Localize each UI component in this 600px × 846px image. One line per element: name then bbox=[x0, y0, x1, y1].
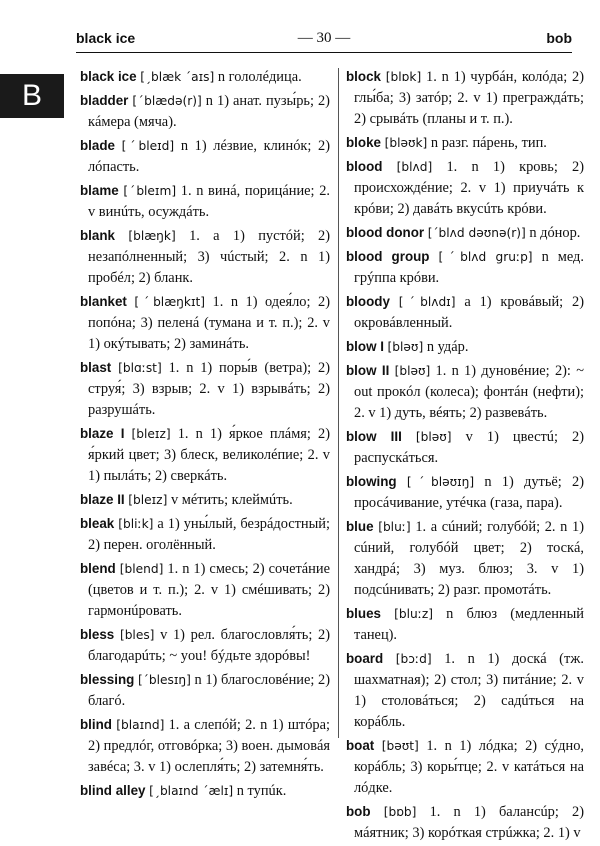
transcription: [bləʊ] bbox=[415, 430, 452, 444]
definition: 1. n 1) чурбáн, колóда; 2) глы́ба; 3) затóр; 2. v 1) преграждáть; 2) срывáть (планы и т. п.). bbox=[354, 69, 584, 127]
transcription: [bləʊ] bbox=[387, 340, 424, 354]
dictionary-entry bbox=[80, 489, 330, 511]
transcription: [blend] bbox=[119, 562, 164, 576]
headword: blessing bbox=[80, 672, 135, 687]
dictionary-entry bbox=[80, 180, 330, 223]
transcription: [blɑːst] bbox=[118, 361, 162, 375]
definition: 1. n 1) одея́ло; 2) попóна; 3) пеленá (тумана и т. п.); 2. v 1) окýтывать; 2) заминáть. bbox=[88, 294, 330, 352]
definition: n тупúк. bbox=[236, 783, 287, 799]
dictionary-entry bbox=[346, 471, 584, 514]
headword: black ice bbox=[80, 69, 137, 84]
dictionary-entry bbox=[80, 291, 330, 355]
dictionary-entry bbox=[80, 90, 330, 133]
headword: blaze I bbox=[80, 426, 125, 441]
dictionary-entry bbox=[346, 360, 584, 424]
dictionary-entry bbox=[346, 291, 584, 334]
transcription: [bəʊt] bbox=[381, 739, 419, 753]
definition: n гололéдица. bbox=[217, 69, 302, 85]
definition: n мед. грýппа крóви. bbox=[354, 249, 584, 286]
headword: blanket bbox=[80, 294, 127, 309]
headword: blast bbox=[80, 360, 112, 375]
dictionary-entry bbox=[346, 426, 584, 469]
transcription: [ˏblæk ˊaɪs] bbox=[140, 70, 215, 84]
dictionary-entry bbox=[346, 735, 584, 799]
headword: blood bbox=[346, 159, 383, 174]
left-column bbox=[80, 66, 330, 804]
definition: 1. n 1) смесь; 2) сочетáние (цветов и т. п.); 2. v 1) смéшивать; 2) гармонúровать. bbox=[88, 561, 330, 619]
headword: blow II bbox=[346, 363, 390, 378]
dictionary-entry bbox=[346, 156, 584, 220]
transcription: [bləʊ] bbox=[394, 364, 431, 378]
headword: blind alley bbox=[80, 783, 146, 798]
definition: 1. n 1) кровь; 2) происхождéние; 2. v 1) приучáть к крóви; 2) давáть вкусúть крóви. bbox=[354, 159, 585, 217]
transcription: [ˊblʌd dəʊnə(r)] bbox=[427, 226, 526, 240]
headword: blood group bbox=[346, 249, 430, 264]
headword: blow I bbox=[346, 339, 384, 354]
transcription: [bles] bbox=[119, 628, 155, 642]
headword: board bbox=[346, 651, 384, 666]
definition: n разг. пáрень, тип. bbox=[430, 135, 547, 151]
headword: blowing bbox=[346, 474, 397, 489]
definition: n блюз (медленный танец). bbox=[354, 606, 584, 643]
headword: blood donor bbox=[346, 225, 425, 240]
headword: blue bbox=[346, 519, 374, 534]
dictionary-entry bbox=[346, 222, 584, 244]
dictionary-entry bbox=[80, 357, 330, 421]
transcription: [blaɪnd] bbox=[116, 718, 165, 732]
transcription: [ˊbləʊɪŋ] bbox=[406, 475, 475, 489]
headword: blind bbox=[80, 717, 112, 732]
dictionary-entry bbox=[346, 246, 584, 289]
definition: 1. a сúний; голубóй; 2. n 1) сúний, голубóй цвет; 2) тоскá, хандрá; 3) муз. блюз; 3. v 1) подсúнивать; 2) разг. промотáть. bbox=[354, 519, 584, 598]
transcription: [ˏblaɪnd ˊælɪ] bbox=[149, 784, 234, 798]
transcription: [blɒk] bbox=[385, 70, 422, 84]
headword: bless bbox=[80, 627, 115, 642]
right-column bbox=[346, 66, 584, 846]
headword: blame bbox=[80, 183, 119, 198]
dictionary-entry bbox=[80, 558, 330, 622]
headword: blaze II bbox=[80, 492, 125, 507]
column-divider bbox=[338, 68, 339, 738]
definition: 1. n винá, порицáние; 2. v винúть, осуждáть. bbox=[88, 183, 330, 220]
dictionary-entry bbox=[346, 603, 584, 646]
transcription: [ˊbleɪd] bbox=[121, 139, 175, 153]
dictionary-entry bbox=[80, 714, 330, 778]
section-letter-tab: B bbox=[0, 74, 64, 118]
transcription: [bliːk] bbox=[118, 517, 154, 531]
headword: blues bbox=[346, 606, 381, 621]
header-first-word: black ice bbox=[76, 30, 136, 46]
dictionary-entry bbox=[80, 423, 330, 487]
definition: 1. n 1) доскá (тж. шахматная); 2) стол; 3) питáние; 2. v 1) столовáться; 2) садúться на корáбль. bbox=[354, 651, 584, 730]
definition: v 1) цвестú; 2) распускáться. bbox=[354, 429, 584, 466]
definition: n дóнор. bbox=[529, 225, 581, 241]
transcription: [bɔːd] bbox=[395, 652, 432, 666]
headword: bloody bbox=[346, 294, 390, 309]
page-number: — 30 — bbox=[297, 30, 351, 46]
definition: a 1) уны́лый, безрáдостный; 2) перен. оголённый. bbox=[88, 516, 330, 553]
running-header bbox=[76, 30, 572, 53]
transcription: [bleɪz] bbox=[128, 493, 168, 507]
headword: block bbox=[346, 69, 381, 84]
transcription: [bluː] bbox=[378, 520, 411, 534]
definition: 1. n 1) лóдка; 2) сýдно, корáбль; 3) коры́тце; 2. v катáться на лóдке. bbox=[354, 738, 584, 796]
headword: blend bbox=[80, 561, 116, 576]
dictionary-entry bbox=[80, 624, 330, 667]
definition: 1. n 1) дуновéние; 2): ~ out прокóл (колеса); фонтáн (нефти); 2. v 1) дуть, вéять; 2) развевáть. bbox=[354, 363, 584, 421]
definition: 1. n 1) балансúр; 2) мáятник; 3) корóткая стрúжка; 2. 1) v bbox=[354, 804, 584, 841]
dictionary-entry bbox=[346, 132, 584, 154]
transcription: [ˊblʌd gruːp] bbox=[438, 250, 533, 264]
headword: blow III bbox=[346, 429, 402, 444]
headword: blank bbox=[80, 228, 115, 243]
definition: 1. n 1) я́ркое плáмя; 2) я́ркий цвет; 3) блеск, великолéпие; 2. v 1) пылáть; 2) сверкáть. bbox=[88, 426, 330, 484]
transcription: [ˊblesɪŋ] bbox=[137, 673, 191, 687]
definition: n 1) анат. пузы́рь; 2) кáмера (мяча). bbox=[88, 93, 330, 130]
dictionary-entry bbox=[80, 669, 330, 712]
transcription: [blʌd] bbox=[396, 160, 433, 174]
dictionary-entry bbox=[346, 801, 584, 844]
transcription: [ˊblæŋkɪt] bbox=[134, 295, 206, 309]
definition: v 1) рел. благословля́ть; 2) благодарúть; ~ you! бýдьте здорóвы! bbox=[88, 627, 330, 664]
dictionary-entry bbox=[346, 66, 584, 130]
transcription: [ˊbleɪm] bbox=[123, 184, 177, 198]
definition: n удáр. bbox=[426, 339, 469, 355]
definition: 1. n 1) поры́в (ветра); 2) струя́; 3) взрыв; 2. v 1) взрывáть; 2) разрушáть. bbox=[88, 360, 330, 418]
headword: bleak bbox=[80, 516, 115, 531]
dictionary-entry bbox=[80, 513, 330, 556]
definition: n 1) лéзвие, клинóк; 2) лóпасть. bbox=[88, 138, 331, 175]
headword: boat bbox=[346, 738, 375, 753]
transcription: [bleɪz] bbox=[131, 427, 171, 441]
dictionary-entry bbox=[80, 66, 330, 88]
dictionary-entry bbox=[80, 780, 330, 802]
dictionary-entry bbox=[80, 135, 330, 178]
transcription: [ˊblʌdɪ] bbox=[398, 295, 456, 309]
transcription: [blæŋk] bbox=[128, 229, 176, 243]
headword: bladder bbox=[80, 93, 129, 108]
dictionary-entry bbox=[346, 516, 584, 601]
definition: a 1) кровáвый; 2) окровáвленный. bbox=[354, 294, 584, 331]
definition: v мéтить; клеймúть. bbox=[170, 492, 293, 508]
definition: 1. a 1) пустóй; 2) незапóлненный; 3) чúстый; 2. n 1) пробéл; 2) бланк. bbox=[88, 228, 331, 286]
dictionary-entry bbox=[80, 225, 330, 289]
definition: n 1) благословéние; 2) благó. bbox=[88, 672, 330, 709]
definition: 1. a слепóй; 2. n 1) штóра; 2) предлóг, отговóрка; 3) воен. дымовáя завéса; 3. v 1) ослепля́ть; 2) затемня́ть. bbox=[88, 717, 330, 775]
dictionary-entry bbox=[346, 648, 584, 733]
dictionary-entry bbox=[346, 336, 584, 358]
headword: bloke bbox=[346, 135, 381, 150]
transcription: [bɒb] bbox=[383, 805, 417, 819]
transcription: [bləʊk] bbox=[384, 136, 428, 150]
headword: bob bbox=[346, 804, 371, 819]
headword: blade bbox=[80, 138, 115, 153]
header-last-word: bob bbox=[546, 30, 572, 46]
transcription: [bluːz] bbox=[394, 607, 434, 621]
transcription: [ˊblædə(r)] bbox=[132, 94, 202, 108]
definition: n 1) дутьё; 2) просáчивание, утéчка (газа, пара). bbox=[354, 474, 585, 511]
